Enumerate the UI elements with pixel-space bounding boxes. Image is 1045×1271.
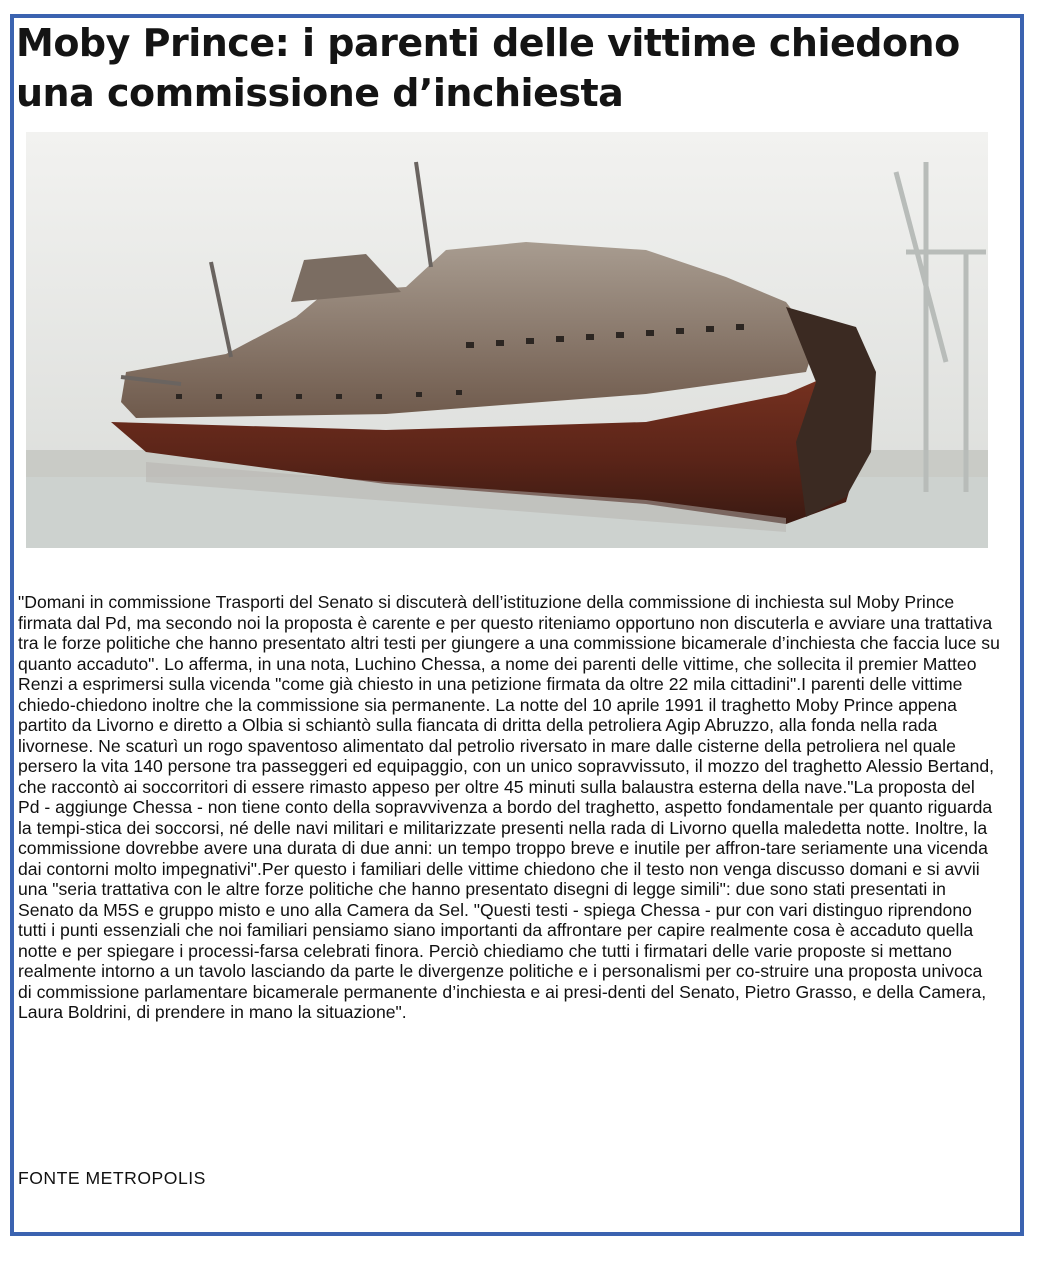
ship-photo bbox=[26, 132, 988, 548]
source-credit: FONTE METROPOLIS bbox=[18, 1168, 206, 1188]
article-body: "Domani in commissione Trasporti del Senato si discuterà dell’istituzione della commissione di inchiesta sul Moby Prince firmata dal Pd, ma secondo noi la proposta è carente e per questo riteniamo opportuno non discuterla e avviare una trattativa tra le forze politiche che hanno presentato altri testi per giungere a una commissione bicamerale d’inchiesta che faccia luce su quanto accaduto". Lo afferma, in una nota, Luchino Chessa, a nome dei parenti delle vittime, che sollecita il premier Matteo Renzi a esprimersi sulla vicenda "come già chiesto in una petizione firmata da oltre 22 mila cittadini".I parenti delle vittime chiedo-chiedono inoltre che la commissione sia permanente. La notte del 10 aprile 1991 il traghetto Moby Prince appena partito da Livorno e diretto a Olbia si schiantò sulla fiancata di dritta della petroliera Agip Abruzzo, alla fonda nella rada livornese. Ne scaturì un rogo spaventoso alimentato dal petrolio riversato in mare dalle cisterne della petroliera nel quale persero la vita 140 persone tra passeggeri ed equipaggio, con un unico sopravvissuto, il mozzo del traghetto Alessio Bertand, che raccontò ai soccorritori di essere rimasto appeso per oltre 45 minuti sulla balaustra esterna della nave."La proposta del Pd - aggiunge Chessa - non tiene conto della sopravvivenza a bordo del traghetto, aspetto fondamentale per quanto riguarda la tempi-stica dei soccorsi, né delle navi militari e militarizzate presenti nella rada di Livorno quella maledetta notte. Inoltre, la commissione dovrebbe avere una durata di due anni: un tempo troppo breve e inutile per affron-tare seriamente una vicenda dai contorni molto impegnativi".Per questo i familiari delle vittime chiedono che il testo non venga discusso domani e si avvii una "seria trattativa con le altre forze politiche che hanno presentato disegni di legge simili": due sono stati presentati in Senato da M5S e gruppo misto e uno alla Camera da Sel. "Questi testi - spiega Chessa - pur con vari distinguo riprendono tutti i punti essenziali che noi familiari pensiamo siano importanti da affrontare per capire realmente cosa è accaduto quella notte e per spiegare i processi-farsa celebrati finora. Perciò chiediamo che tutti i firmatari delle varie proposte si mettano realmente intorno a un tavolo lasciando da parte le divergenze politiche e i personalismi per co-struire una proposta univoca di commissione parlamentare bicamerale permanente d’inchiesta e ai presi-denti del Senato, Pietro Grasso, e della Camera, Laura Boldrini, di prendere in mano la situazione". bbox=[18, 592, 1000, 1022]
headline: Moby Prince: i parenti delle vittime chiedono una commissione d’inchiesta bbox=[16, 21, 960, 115]
